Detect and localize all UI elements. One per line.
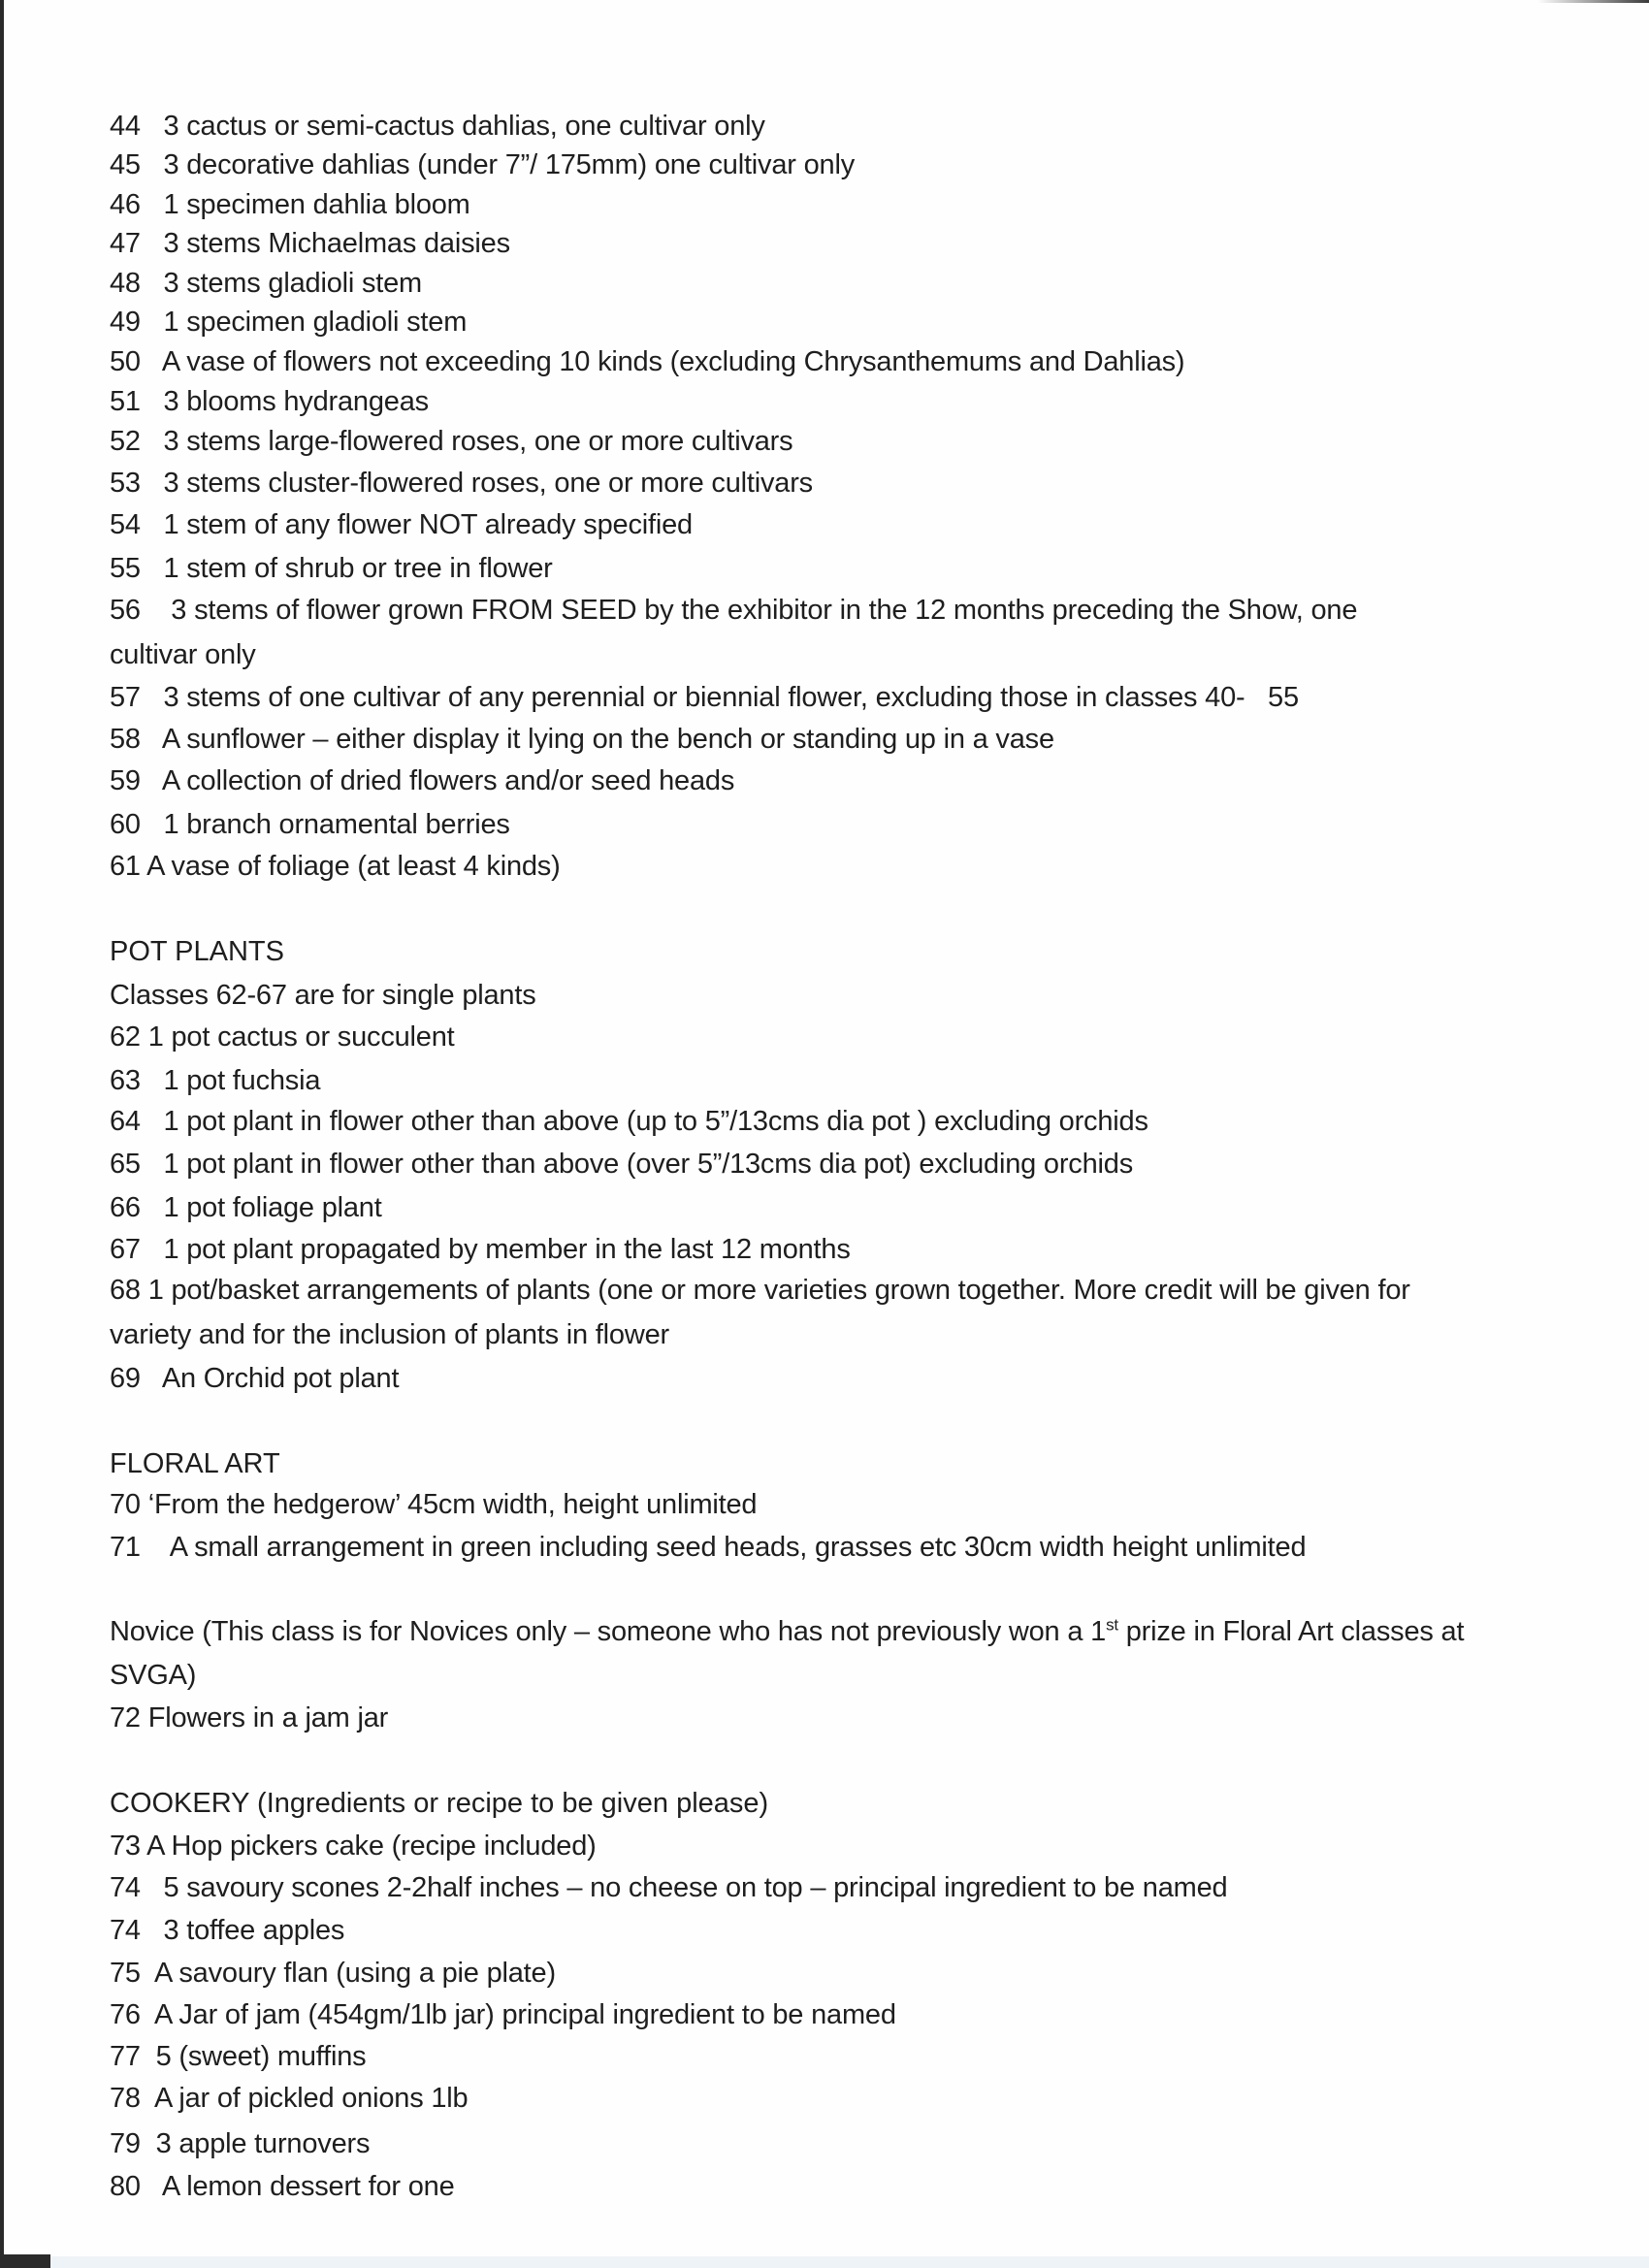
class-text: 3 stems cluster-flowered roses, one or more cultivars (163, 468, 813, 499)
class-item (110, 1020, 455, 1054)
class-number: 50 (110, 346, 141, 377)
class-text: 3 stems of flower grown FROM SEED by the exhibitor in the 12 months preceding the Show, one (171, 595, 1358, 626)
class-number: 79 (110, 2128, 141, 2159)
class-item (110, 1063, 320, 1098)
scan-edge-bottom-left (0, 2254, 50, 2268)
class-item (110, 2169, 455, 2204)
class-text: A sunflower – either display it lying on the bench or standing up in a vase (161, 724, 1054, 755)
class-text: A Jar of jam (454gm/1lb jar) principal ingredient to be named (153, 1999, 896, 2030)
class-item (110, 1190, 382, 1225)
class-item (110, 1487, 757, 1522)
class-item (110, 551, 553, 586)
class-number: 65 (110, 1149, 141, 1180)
class-item (110, 466, 813, 501)
class-number: 46 (110, 189, 141, 220)
class-text: A small arrangement in green including seed heads, grasses etc 30cm width height unlimited (169, 1532, 1307, 1563)
class-item (110, 1232, 851, 1267)
class-item (110, 226, 510, 261)
ordinal-suffix: st (1106, 1615, 1118, 1635)
class-item (110, 763, 734, 798)
class-text: An Orchid pot plant (161, 1363, 400, 1394)
class-number: 54 (110, 509, 141, 540)
class-number: 63 (110, 1065, 141, 1096)
class-text: A Hop pickers cake (recipe included) (146, 1831, 597, 1862)
class-number: 44 (110, 111, 141, 142)
class-item (110, 1956, 556, 1991)
class-text: 1 branch ornamental berries (163, 809, 510, 840)
class-item (110, 1997, 896, 2032)
class-text: 3 decorative dahlias (under 7”/ 175mm) one cultivar only (163, 149, 855, 180)
class-text: 3 toffee apples (163, 1915, 345, 1946)
class-number: 77 (110, 2041, 141, 2072)
class-item (110, 1361, 399, 1396)
class-number: 70 (110, 1489, 141, 1520)
novice-note-text: Novice (This class is for Novices only – someone who has not previously won a 1 (110, 1616, 1107, 1647)
class-number: 74 (110, 1915, 141, 1946)
class-number: 53 (110, 468, 141, 499)
class-number: 59 (110, 765, 141, 796)
class-item (110, 722, 1054, 757)
class-text: 1 pot cactus or succulent (147, 1021, 455, 1053)
class-item (110, 305, 467, 340)
class-item (110, 1870, 1227, 1905)
section-heading-floral-art: FLORAL ART (110, 1448, 280, 1479)
novice-note-continuation: SVGA) (110, 1660, 197, 1691)
class-number: 71 (110, 1532, 141, 1563)
class-text: 1 pot plant in flower other than above (over 5”/13cms dia pot) excluding orchids (163, 1149, 1134, 1180)
class-item (110, 593, 1357, 628)
class-number: 51 (110, 386, 141, 417)
class-item (110, 1530, 1306, 1565)
class-text: A collection of dried flowers and/or seed heads (161, 765, 735, 796)
class-text: 1 pot foliage plant (163, 1192, 382, 1223)
class-item (110, 2081, 468, 2116)
section-heading-pot-plants: POT PLANTS (110, 936, 284, 967)
class-text: 1 stem of shrub or tree in flower (163, 553, 553, 584)
class-text: 1 pot fuchsia (163, 1065, 321, 1096)
class-text: 1 specimen gladioli stem (163, 307, 468, 338)
class-item (110, 680, 1299, 715)
class-text: 3 stems of one cultivar of any perennial or biennial flower, excluding those in classes 40- 55 (163, 682, 1299, 713)
class-item (110, 109, 765, 144)
class-text: A vase of flowers not exceeding 10 kinds (excluding Chrysanthemums and Dahlias) (161, 346, 1185, 377)
class-number: 68 (110, 1275, 141, 1306)
class-item (110, 849, 561, 884)
class-item (110, 1701, 388, 1735)
class-number: 57 (110, 682, 141, 713)
class-item-continuation: variety and for the inclusion of plants in flower (110, 1319, 669, 1350)
novice-note-text-end: prize in Floral Art classes at (1117, 1616, 1465, 1647)
class-item (110, 807, 510, 842)
class-item (110, 507, 693, 542)
scan-edge-bottom (50, 2256, 1649, 2268)
scan-edge-top-right (1537, 0, 1649, 3)
class-number: 52 (110, 426, 141, 457)
class-item (110, 424, 792, 459)
class-number: 48 (110, 268, 141, 299)
class-text: A jar of pickled onions 1lb (153, 2083, 469, 2114)
class-item (110, 1104, 1148, 1139)
class-number: 66 (110, 1192, 141, 1223)
class-number: 45 (110, 149, 141, 180)
section-heading-cookery: COOKERY (Ingredients or recipe to be given please) (110, 1788, 769, 1819)
class-item (110, 1147, 1133, 1182)
class-number: 47 (110, 228, 141, 259)
class-item (110, 1913, 344, 1948)
class-text: A lemon dessert for one (161, 2171, 455, 2202)
class-number: 60 (110, 809, 141, 840)
class-number: 49 (110, 307, 141, 338)
class-text: 1 pot plant in flower other than above (up to 5”/13cms dia pot ) excluding orchids (163, 1106, 1148, 1137)
class-number: 62 (110, 1021, 141, 1053)
class-number: 67 (110, 1234, 141, 1265)
class-item (110, 2126, 370, 2161)
class-text: 3 apple turnovers (155, 2128, 371, 2159)
class-text: 1 pot plant propagated by member in the last 12 months (163, 1234, 851, 1265)
scan-edge-left (0, 0, 4, 2268)
class-item (110, 1829, 597, 1863)
class-text: A vase of foliage (at least 4 kinds) (146, 851, 561, 882)
class-text: Flowers in a jam jar (147, 1702, 389, 1733)
class-item (110, 187, 470, 222)
class-text: ‘From the hedgerow’ 45cm width, height unlimited (147, 1489, 758, 1520)
class-number: 74 (110, 1872, 141, 1903)
class-text: 3 blooms hydrangeas (163, 386, 429, 417)
class-item (110, 384, 429, 419)
class-item (110, 344, 1184, 379)
class-number: 73 (110, 1831, 141, 1862)
class-text: 1 specimen dahlia bloom (163, 189, 470, 220)
class-number: 72 (110, 1702, 141, 1733)
class-item (110, 1273, 1410, 1308)
class-number: 69 (110, 1363, 141, 1394)
class-item (110, 2039, 366, 2074)
class-text: 5 (sweet) muffins (155, 2041, 367, 2072)
class-number: 58 (110, 724, 141, 755)
section-note: Classes 62-67 are for single plants (110, 980, 536, 1011)
class-number: 56 (110, 595, 141, 626)
class-text: 5 savoury scones 2-2half inches – no cheese on top – principal ingredient to be named (163, 1872, 1228, 1903)
class-text: 3 cactus or semi-cactus dahlias, one cultivar only (163, 111, 765, 142)
class-item (110, 266, 422, 301)
class-item-continuation: cultivar only (110, 639, 256, 670)
class-number: 78 (110, 2083, 141, 2114)
class-text: 3 stems gladioli stem (163, 268, 423, 299)
novice-note (110, 1614, 1464, 1649)
class-text: 3 stems large-flowered roses, one or more cultivars (163, 426, 793, 457)
class-number: 80 (110, 2171, 141, 2202)
class-text: A savoury flan (using a pie plate) (153, 1958, 556, 1989)
class-number: 75 (110, 1958, 141, 1989)
class-number: 55 (110, 553, 141, 584)
class-text: 1 stem of any flower NOT already specified (163, 509, 693, 540)
class-number: 76 (110, 1999, 141, 2030)
class-text: 3 stems Michaelmas daisies (163, 228, 510, 259)
class-number: 61 (110, 851, 141, 882)
class-text: 1 pot/basket arrangements of plants (one or more varieties grown together. More credit will be given for (147, 1275, 1410, 1306)
class-item (110, 147, 855, 182)
class-number: 64 (110, 1106, 141, 1137)
